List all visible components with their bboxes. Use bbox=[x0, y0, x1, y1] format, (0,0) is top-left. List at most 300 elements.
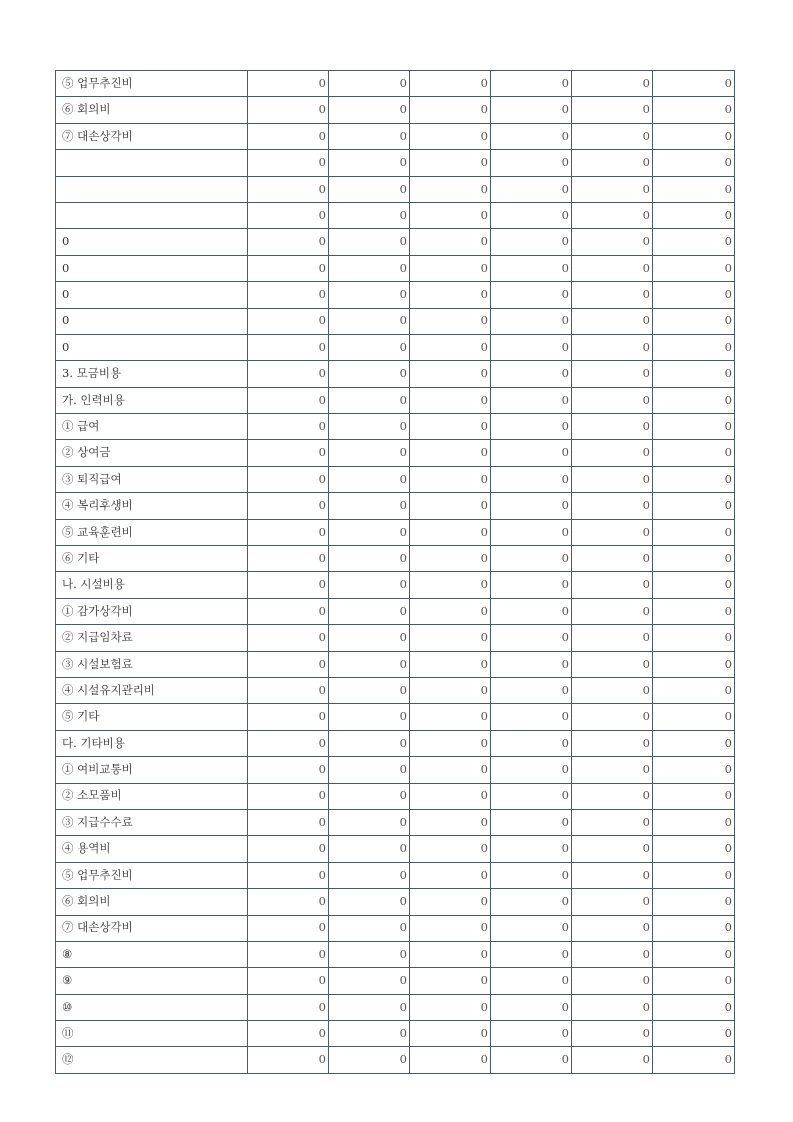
amount-cell: 0 bbox=[329, 282, 410, 308]
row-label: ⑥ 회의비 bbox=[56, 97, 248, 123]
amount-cell: 0 bbox=[653, 308, 735, 334]
amount-cell: 0 bbox=[410, 334, 491, 360]
amount-cell: 0 bbox=[410, 625, 491, 651]
amount-cell: 0 bbox=[329, 1047, 410, 1073]
amount-cell: 0 bbox=[410, 889, 491, 915]
amount-cell: 0 bbox=[491, 704, 572, 730]
amount-cell: 0 bbox=[653, 466, 735, 492]
amount-cell: 0 bbox=[653, 150, 735, 176]
amount-cell: 0 bbox=[572, 255, 653, 281]
table-row bbox=[56, 387, 735, 413]
amount-cell: 0 bbox=[491, 598, 572, 624]
amount-cell: 0 bbox=[329, 546, 410, 572]
amount-cell: 0 bbox=[248, 71, 329, 97]
row-label: ④ 용역비 bbox=[56, 836, 248, 862]
amount-cell: 0 bbox=[410, 862, 491, 888]
amount-cell: 0 bbox=[410, 176, 491, 202]
table-row bbox=[56, 757, 735, 783]
amount-cell: 0 bbox=[410, 308, 491, 334]
amount-cell: 0 bbox=[329, 572, 410, 598]
amount-cell: 0 bbox=[329, 519, 410, 545]
amount-cell: 0 bbox=[410, 282, 491, 308]
amount-cell: 0 bbox=[491, 1047, 572, 1073]
amount-cell: 0 bbox=[653, 493, 735, 519]
amount-cell: 0 bbox=[248, 809, 329, 835]
amount-cell: 0 bbox=[410, 414, 491, 440]
amount-cell: 0 bbox=[491, 572, 572, 598]
row-label: ⑪ bbox=[56, 1021, 248, 1047]
table-row bbox=[56, 519, 735, 545]
amount-cell: 0 bbox=[329, 968, 410, 994]
row-label: ⑤ 업무추진비 bbox=[56, 862, 248, 888]
amount-cell: 0 bbox=[572, 836, 653, 862]
amount-cell: 0 bbox=[329, 651, 410, 677]
row-label: 나. 시설비용 bbox=[56, 572, 248, 598]
amount-cell: 0 bbox=[572, 915, 653, 941]
amount-cell: 0 bbox=[410, 598, 491, 624]
row-label bbox=[56, 150, 248, 176]
amount-cell: 0 bbox=[329, 915, 410, 941]
amount-cell: 0 bbox=[329, 202, 410, 228]
amount-cell: 0 bbox=[410, 150, 491, 176]
amount-cell: 0 bbox=[248, 994, 329, 1020]
amount-cell: 0 bbox=[653, 704, 735, 730]
amount-cell: 0 bbox=[329, 1021, 410, 1047]
amount-cell: 0 bbox=[572, 757, 653, 783]
amount-cell: 0 bbox=[572, 519, 653, 545]
amount-cell: 0 bbox=[572, 334, 653, 360]
amount-cell: 0 bbox=[410, 202, 491, 228]
amount-cell: 0 bbox=[491, 625, 572, 651]
amount-cell: 0 bbox=[248, 414, 329, 440]
amount-cell: 0 bbox=[248, 493, 329, 519]
amount-cell: 0 bbox=[329, 625, 410, 651]
amount-cell: 0 bbox=[410, 809, 491, 835]
amount-cell: 0 bbox=[653, 202, 735, 228]
table-row bbox=[56, 202, 735, 228]
amount-cell: 0 bbox=[653, 836, 735, 862]
amount-cell: 0 bbox=[491, 677, 572, 703]
amount-cell: 0 bbox=[410, 757, 491, 783]
amount-cell: 0 bbox=[248, 1021, 329, 1047]
row-label: ⑥ 회의비 bbox=[56, 889, 248, 915]
amount-cell: 0 bbox=[329, 730, 410, 756]
row-label: ③ 지급수수료 bbox=[56, 809, 248, 835]
amount-cell: 0 bbox=[329, 308, 410, 334]
amount-cell: 0 bbox=[329, 334, 410, 360]
amount-cell: 0 bbox=[653, 229, 735, 255]
amount-cell: 0 bbox=[653, 862, 735, 888]
amount-cell: 0 bbox=[329, 598, 410, 624]
amount-cell: 0 bbox=[248, 282, 329, 308]
amount-cell: 0 bbox=[410, 1021, 491, 1047]
row-label: ⑦ 대손상각비 bbox=[56, 915, 248, 941]
amount-cell: 0 bbox=[491, 836, 572, 862]
table-row bbox=[56, 968, 735, 994]
amount-cell: 0 bbox=[410, 836, 491, 862]
amount-cell: 0 bbox=[410, 677, 491, 703]
amount-cell: 0 bbox=[329, 150, 410, 176]
amount-cell: 0 bbox=[572, 97, 653, 123]
amount-cell: 0 bbox=[572, 572, 653, 598]
row-label: ④ 복리후생비 bbox=[56, 493, 248, 519]
amount-cell: 0 bbox=[572, 677, 653, 703]
amount-cell: 0 bbox=[248, 651, 329, 677]
amount-cell: 0 bbox=[653, 994, 735, 1020]
amount-cell: 0 bbox=[572, 361, 653, 387]
amount-cell: 0 bbox=[572, 968, 653, 994]
amount-cell: 0 bbox=[653, 625, 735, 651]
amount-cell: 0 bbox=[653, 255, 735, 281]
amount-cell: 0 bbox=[653, 809, 735, 835]
amount-cell: 0 bbox=[653, 677, 735, 703]
amount-cell: 0 bbox=[572, 414, 653, 440]
amount-cell: 0 bbox=[653, 757, 735, 783]
table-row bbox=[56, 994, 735, 1020]
table-row bbox=[56, 123, 735, 149]
amount-cell: 0 bbox=[248, 546, 329, 572]
table-row bbox=[56, 440, 735, 466]
row-label: 0 bbox=[56, 282, 248, 308]
row-label: ④ 시설유지관리비 bbox=[56, 677, 248, 703]
amount-cell: 0 bbox=[491, 361, 572, 387]
amount-cell: 0 bbox=[329, 466, 410, 492]
amount-cell: 0 bbox=[491, 97, 572, 123]
amount-cell: 0 bbox=[248, 757, 329, 783]
amount-cell: 0 bbox=[572, 466, 653, 492]
amount-cell: 0 bbox=[248, 836, 329, 862]
amount-cell: 0 bbox=[248, 625, 329, 651]
amount-cell: 0 bbox=[572, 625, 653, 651]
amount-cell: 0 bbox=[329, 255, 410, 281]
row-label: ① 여비교통비 bbox=[56, 757, 248, 783]
amount-cell: 0 bbox=[572, 994, 653, 1020]
amount-cell: 0 bbox=[653, 651, 735, 677]
amount-cell: 0 bbox=[329, 809, 410, 835]
table-row bbox=[56, 176, 735, 202]
table-row bbox=[56, 598, 735, 624]
amount-cell: 0 bbox=[410, 123, 491, 149]
amount-cell: 0 bbox=[572, 1047, 653, 1073]
amount-cell: 0 bbox=[491, 282, 572, 308]
amount-cell: 0 bbox=[410, 994, 491, 1020]
amount-cell: 0 bbox=[248, 150, 329, 176]
table-row bbox=[56, 677, 735, 703]
table-row bbox=[56, 625, 735, 651]
amount-cell: 0 bbox=[410, 97, 491, 123]
row-label: 3. 모금비용 bbox=[56, 361, 248, 387]
table-row bbox=[56, 809, 735, 835]
amount-cell: 0 bbox=[491, 202, 572, 228]
amount-cell: 0 bbox=[491, 176, 572, 202]
amount-cell: 0 bbox=[653, 783, 735, 809]
amount-cell: 0 bbox=[653, 572, 735, 598]
amount-cell: 0 bbox=[248, 440, 329, 466]
row-label: ⑫ bbox=[56, 1047, 248, 1073]
amount-cell: 0 bbox=[491, 862, 572, 888]
row-label: ⑤ 업무추진비 bbox=[56, 71, 248, 97]
amount-cell: 0 bbox=[572, 651, 653, 677]
amount-cell: 0 bbox=[572, 123, 653, 149]
amount-cell: 0 bbox=[410, 730, 491, 756]
amount-cell: 0 bbox=[653, 123, 735, 149]
amount-cell: 0 bbox=[410, 915, 491, 941]
amount-cell: 0 bbox=[410, 387, 491, 413]
amount-cell: 0 bbox=[653, 282, 735, 308]
amount-cell: 0 bbox=[572, 176, 653, 202]
row-label: ⑧ bbox=[56, 941, 248, 967]
amount-cell: 0 bbox=[572, 730, 653, 756]
amount-cell: 0 bbox=[653, 1047, 735, 1073]
amount-cell: 0 bbox=[491, 730, 572, 756]
table-row bbox=[56, 546, 735, 572]
amount-cell: 0 bbox=[491, 387, 572, 413]
amount-cell: 0 bbox=[329, 97, 410, 123]
amount-cell: 0 bbox=[410, 1047, 491, 1073]
amount-cell: 0 bbox=[248, 889, 329, 915]
table-row bbox=[56, 71, 735, 97]
amount-cell: 0 bbox=[491, 493, 572, 519]
amount-cell: 0 bbox=[491, 466, 572, 492]
amount-cell: 0 bbox=[410, 546, 491, 572]
table-row bbox=[56, 1021, 735, 1047]
amount-cell: 0 bbox=[491, 757, 572, 783]
amount-cell: 0 bbox=[491, 229, 572, 255]
amount-cell: 0 bbox=[248, 334, 329, 360]
amount-cell: 0 bbox=[329, 71, 410, 97]
amount-cell: 0 bbox=[329, 361, 410, 387]
amount-cell: 0 bbox=[410, 493, 491, 519]
row-label: ② 상여금 bbox=[56, 440, 248, 466]
amount-cell: 0 bbox=[248, 677, 329, 703]
row-label: ⑦ 대손상각비 bbox=[56, 123, 248, 149]
amount-cell: 0 bbox=[653, 730, 735, 756]
row-label: ⑨ bbox=[56, 968, 248, 994]
table-row bbox=[56, 414, 735, 440]
amount-cell: 0 bbox=[491, 994, 572, 1020]
amount-cell: 0 bbox=[491, 414, 572, 440]
row-label: ⑤ 교육훈련비 bbox=[56, 519, 248, 545]
amount-cell: 0 bbox=[491, 809, 572, 835]
amount-cell: 0 bbox=[329, 889, 410, 915]
amount-cell: 0 bbox=[248, 941, 329, 967]
amount-cell: 0 bbox=[572, 598, 653, 624]
amount-cell: 0 bbox=[410, 783, 491, 809]
amount-cell: 0 bbox=[410, 968, 491, 994]
amount-cell: 0 bbox=[410, 651, 491, 677]
row-label: 0 bbox=[56, 229, 248, 255]
table-row bbox=[56, 282, 735, 308]
amount-cell: 0 bbox=[329, 757, 410, 783]
amount-cell: 0 bbox=[572, 941, 653, 967]
amount-cell: 0 bbox=[491, 968, 572, 994]
amount-cell: 0 bbox=[653, 440, 735, 466]
row-label: ① 급여 bbox=[56, 414, 248, 440]
amount-cell: 0 bbox=[248, 598, 329, 624]
amount-cell: 0 bbox=[572, 440, 653, 466]
amount-cell: 0 bbox=[329, 493, 410, 519]
table-row bbox=[56, 97, 735, 123]
amount-cell: 0 bbox=[410, 71, 491, 97]
amount-cell: 0 bbox=[410, 941, 491, 967]
amount-cell: 0 bbox=[653, 97, 735, 123]
table-row bbox=[56, 308, 735, 334]
amount-cell: 0 bbox=[491, 71, 572, 97]
row-label: 0 bbox=[56, 255, 248, 281]
amount-cell: 0 bbox=[491, 440, 572, 466]
amount-cell: 0 bbox=[248, 229, 329, 255]
amount-cell: 0 bbox=[491, 334, 572, 360]
amount-cell: 0 bbox=[329, 783, 410, 809]
amount-cell: 0 bbox=[491, 255, 572, 281]
expense-table bbox=[55, 70, 735, 1074]
amount-cell: 0 bbox=[329, 994, 410, 1020]
amount-cell: 0 bbox=[248, 123, 329, 149]
row-label: 0 bbox=[56, 334, 248, 360]
table-row bbox=[56, 150, 735, 176]
table-row bbox=[56, 651, 735, 677]
amount-cell: 0 bbox=[248, 862, 329, 888]
amount-cell: 0 bbox=[329, 941, 410, 967]
amount-cell: 0 bbox=[329, 440, 410, 466]
amount-cell: 0 bbox=[653, 334, 735, 360]
row-label bbox=[56, 202, 248, 228]
amount-cell: 0 bbox=[653, 598, 735, 624]
amount-cell: 0 bbox=[572, 493, 653, 519]
amount-cell: 0 bbox=[410, 229, 491, 255]
amount-cell: 0 bbox=[572, 202, 653, 228]
amount-cell: 0 bbox=[491, 783, 572, 809]
amount-cell: 0 bbox=[653, 915, 735, 941]
amount-cell: 0 bbox=[410, 704, 491, 730]
table-row bbox=[56, 229, 735, 255]
row-label: 0 bbox=[56, 308, 248, 334]
amount-cell: 0 bbox=[653, 414, 735, 440]
amount-cell: 0 bbox=[410, 519, 491, 545]
amount-cell: 0 bbox=[329, 176, 410, 202]
row-label: ② 소모품비 bbox=[56, 783, 248, 809]
amount-cell: 0 bbox=[410, 440, 491, 466]
row-label: ① 감가상각비 bbox=[56, 598, 248, 624]
amount-cell: 0 bbox=[248, 1047, 329, 1073]
amount-cell: 0 bbox=[653, 387, 735, 413]
amount-cell: 0 bbox=[653, 941, 735, 967]
amount-cell: 0 bbox=[491, 123, 572, 149]
amount-cell: 0 bbox=[653, 519, 735, 545]
amount-cell: 0 bbox=[572, 783, 653, 809]
amount-cell: 0 bbox=[572, 704, 653, 730]
amount-cell: 0 bbox=[329, 704, 410, 730]
table-row bbox=[56, 915, 735, 941]
amount-cell: 0 bbox=[248, 968, 329, 994]
amount-cell: 0 bbox=[491, 308, 572, 334]
row-label bbox=[56, 176, 248, 202]
amount-cell: 0 bbox=[248, 202, 329, 228]
amount-cell: 0 bbox=[248, 387, 329, 413]
table-row bbox=[56, 889, 735, 915]
amount-cell: 0 bbox=[572, 229, 653, 255]
amount-cell: 0 bbox=[248, 176, 329, 202]
table-row bbox=[56, 836, 735, 862]
table-row bbox=[56, 941, 735, 967]
amount-cell: 0 bbox=[329, 677, 410, 703]
table-row bbox=[56, 572, 735, 598]
amount-cell: 0 bbox=[491, 915, 572, 941]
table-row bbox=[56, 730, 735, 756]
row-label: 가. 인력비용 bbox=[56, 387, 248, 413]
amount-cell: 0 bbox=[572, 308, 653, 334]
amount-cell: 0 bbox=[491, 1021, 572, 1047]
amount-cell: 0 bbox=[653, 361, 735, 387]
amount-cell: 0 bbox=[329, 387, 410, 413]
amount-cell: 0 bbox=[248, 466, 329, 492]
amount-cell: 0 bbox=[653, 889, 735, 915]
amount-cell: 0 bbox=[491, 150, 572, 176]
amount-cell: 0 bbox=[653, 1021, 735, 1047]
amount-cell: 0 bbox=[329, 862, 410, 888]
amount-cell: 0 bbox=[491, 651, 572, 677]
row-label: ③ 퇴직급여 bbox=[56, 466, 248, 492]
amount-cell: 0 bbox=[248, 572, 329, 598]
table-row bbox=[56, 361, 735, 387]
amount-cell: 0 bbox=[491, 889, 572, 915]
amount-cell: 0 bbox=[572, 71, 653, 97]
amount-cell: 0 bbox=[248, 97, 329, 123]
amount-cell: 0 bbox=[572, 889, 653, 915]
amount-cell: 0 bbox=[248, 308, 329, 334]
amount-cell: 0 bbox=[572, 387, 653, 413]
amount-cell: 0 bbox=[491, 519, 572, 545]
amount-cell: 0 bbox=[653, 176, 735, 202]
amount-cell: 0 bbox=[653, 71, 735, 97]
row-label: ② 지급임차료 bbox=[56, 625, 248, 651]
amount-cell: 0 bbox=[248, 361, 329, 387]
amount-cell: 0 bbox=[572, 150, 653, 176]
row-label: ⑤ 기타 bbox=[56, 704, 248, 730]
row-label: ③ 시설보험료 bbox=[56, 651, 248, 677]
amount-cell: 0 bbox=[653, 968, 735, 994]
table-row bbox=[56, 1047, 735, 1073]
row-label: ⑥ 기타 bbox=[56, 546, 248, 572]
amount-cell: 0 bbox=[410, 572, 491, 598]
table-row bbox=[56, 493, 735, 519]
amount-cell: 0 bbox=[248, 704, 329, 730]
amount-cell: 0 bbox=[248, 519, 329, 545]
amount-cell: 0 bbox=[653, 546, 735, 572]
amount-cell: 0 bbox=[572, 809, 653, 835]
row-label: 다. 기타비용 bbox=[56, 730, 248, 756]
amount-cell: 0 bbox=[410, 361, 491, 387]
amount-cell: 0 bbox=[572, 862, 653, 888]
amount-cell: 0 bbox=[491, 546, 572, 572]
amount-cell: 0 bbox=[248, 783, 329, 809]
expense-table-body bbox=[56, 71, 735, 1074]
amount-cell: 0 bbox=[491, 941, 572, 967]
amount-cell: 0 bbox=[329, 123, 410, 149]
table-row bbox=[56, 334, 735, 360]
table-row bbox=[56, 862, 735, 888]
table-row bbox=[56, 466, 735, 492]
amount-cell: 0 bbox=[410, 466, 491, 492]
amount-cell: 0 bbox=[410, 255, 491, 281]
amount-cell: 0 bbox=[329, 414, 410, 440]
amount-cell: 0 bbox=[572, 1021, 653, 1047]
table-row bbox=[56, 783, 735, 809]
amount-cell: 0 bbox=[248, 915, 329, 941]
amount-cell: 0 bbox=[572, 282, 653, 308]
amount-cell: 0 bbox=[248, 255, 329, 281]
amount-cell: 0 bbox=[329, 229, 410, 255]
